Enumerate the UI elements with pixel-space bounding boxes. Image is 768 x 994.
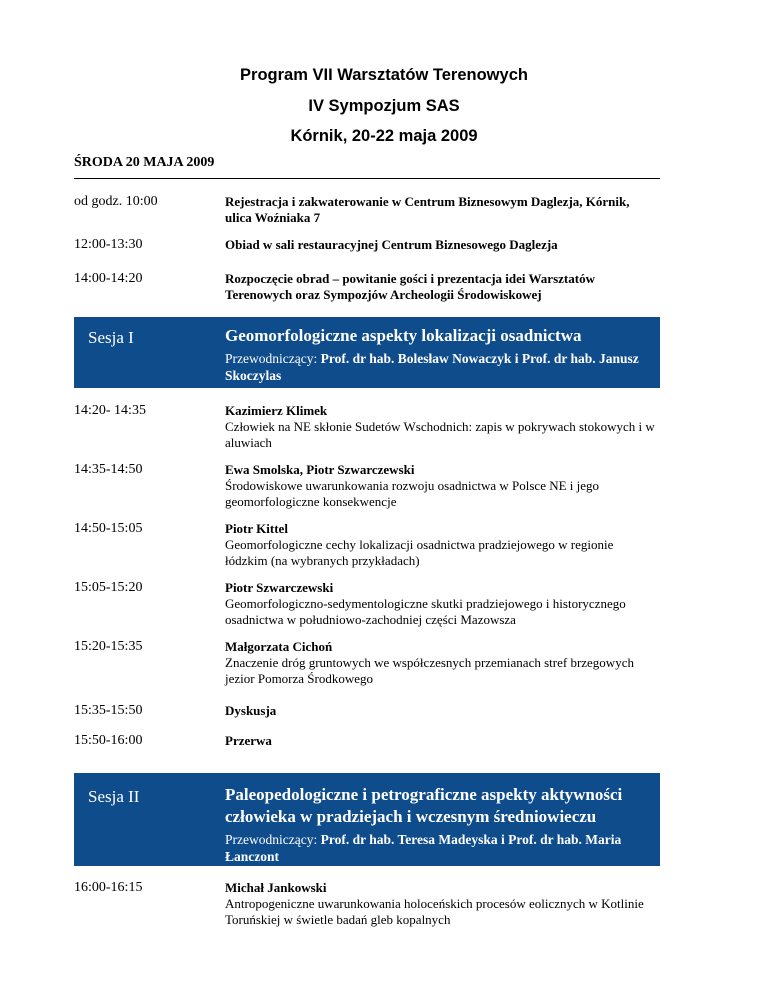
talk-speaker: Piotr Kittel <box>225 521 288 536</box>
chair-names: Prof. dr hab. Bolesław Nowaczyk i Prof. dr hab. Janusz Skoczylas <box>225 351 639 383</box>
session-label: Sesja II <box>88 787 140 806</box>
talk-info <box>225 639 655 687</box>
talk-title: Geomorfologiczno-sedymentologiczne skutki pradziejowego i historycznego osadnictwa w południowo-zachodniej części Mazowsza <box>225 596 626 627</box>
row-time: 15:35-15:50 <box>74 703 143 718</box>
talk-time: 14:50-15:05 <box>74 521 143 536</box>
talk-speaker: Kazimierz Klimek <box>225 403 328 418</box>
session-chairs <box>225 831 655 865</box>
row-text: Rejestracja i zakwaterowanie w Centrum Biznesowym Daglezja, Kórnik, ulica Woźniaka 7 <box>225 194 630 225</box>
talk-speaker: Michał Jankowski <box>225 880 327 895</box>
session-info <box>225 784 655 865</box>
program-title: Program VII Warsztatów Terenowych <box>240 66 528 84</box>
talk-speaker: Ewa Smolska, Piotr Szwarczewski <box>225 462 415 477</box>
talk-info <box>225 580 655 628</box>
chair-label: Przewodniczący: <box>225 832 321 847</box>
row-time: 15:50-16:00 <box>74 733 143 748</box>
talk-speaker: Piotr Szwarczewski <box>225 580 334 595</box>
talk-title: Człowiek na NE skłonie Sudetów Wschodnich: zapis w pokrywach stokowych i w aluwiach <box>225 419 655 450</box>
session-chairs <box>225 350 650 384</box>
divider <box>74 178 660 179</box>
talk-title: Geomorfologiczne cechy lokalizacji osadnictwa pradziejowego w regionie łódzkim (na wybranych przykładach) <box>225 537 614 568</box>
row-text: Obiad w sali restauracyjnej Centrum Biznesowego Daglezja <box>225 237 558 252</box>
session-title: Geomorfologiczne aspekty lokalizacji osadnictwa <box>225 326 582 345</box>
talk-time: 14:35-14:50 <box>74 462 143 477</box>
talk-info <box>225 880 655 928</box>
row-time: od godz. 10:00 <box>74 194 158 209</box>
session-band <box>74 317 660 388</box>
session-band <box>74 773 660 866</box>
talk-info <box>225 521 655 569</box>
talk-speaker: Małgorzata Cichoń <box>225 639 333 654</box>
session-label: Sesja I <box>88 328 134 347</box>
talk-time: 15:05-15:20 <box>74 580 143 595</box>
row-time: 14:00-14:20 <box>74 271 143 286</box>
row-time: 12:00-13:30 <box>74 237 143 252</box>
day-heading: ŚRODA 20 MAJA 2009 <box>74 155 215 170</box>
talk-time: 15:20-15:35 <box>74 639 143 654</box>
symposium-title: IV Sympozjum SAS <box>308 97 460 115</box>
talk-time: 14:20- 14:35 <box>74 403 146 418</box>
row-text: Dyskusja <box>225 703 277 718</box>
session-info <box>225 325 650 384</box>
talk-info <box>225 462 655 510</box>
talk-title: Antropogeniczne uwarunkowania holoceńskich procesów eolicznych w Kotlinie Toruńskiej w świetle badań gleb kopalnych <box>225 896 644 927</box>
row-text: Rozpoczęcie obrad – powitanie gości i prezentacja idei Warsztatów Terenowych oraz Sympozjów Archeologii Środowiskowej <box>225 271 595 302</box>
venue-date: Kórnik, 20-22 maja 2009 <box>290 127 478 145</box>
talk-title: Znaczenie dróg gruntowych we współczesnych przemianach stref brzegowych jezior Pomorza Środkowego <box>225 655 634 686</box>
chair-names: Prof. dr hab. Teresa Madeyska i Prof. dr hab. Maria Łanczont <box>225 832 622 864</box>
talk-time: 16:00-16:15 <box>74 880 143 895</box>
session-title: Paleopedologiczne i petrograficzne aspekty aktywności człowieka w pradziejach i wczesnym średniowieczu <box>225 785 623 826</box>
row-text: Przerwa <box>225 733 272 748</box>
talk-info <box>225 403 655 451</box>
talk-title: Środowiskowe uwarunkowania rozwoju osadnictwa w Polsce NE i jego geomorfologiczne konsekwencje <box>225 478 600 509</box>
chair-label: Przewodniczący: <box>225 351 321 366</box>
